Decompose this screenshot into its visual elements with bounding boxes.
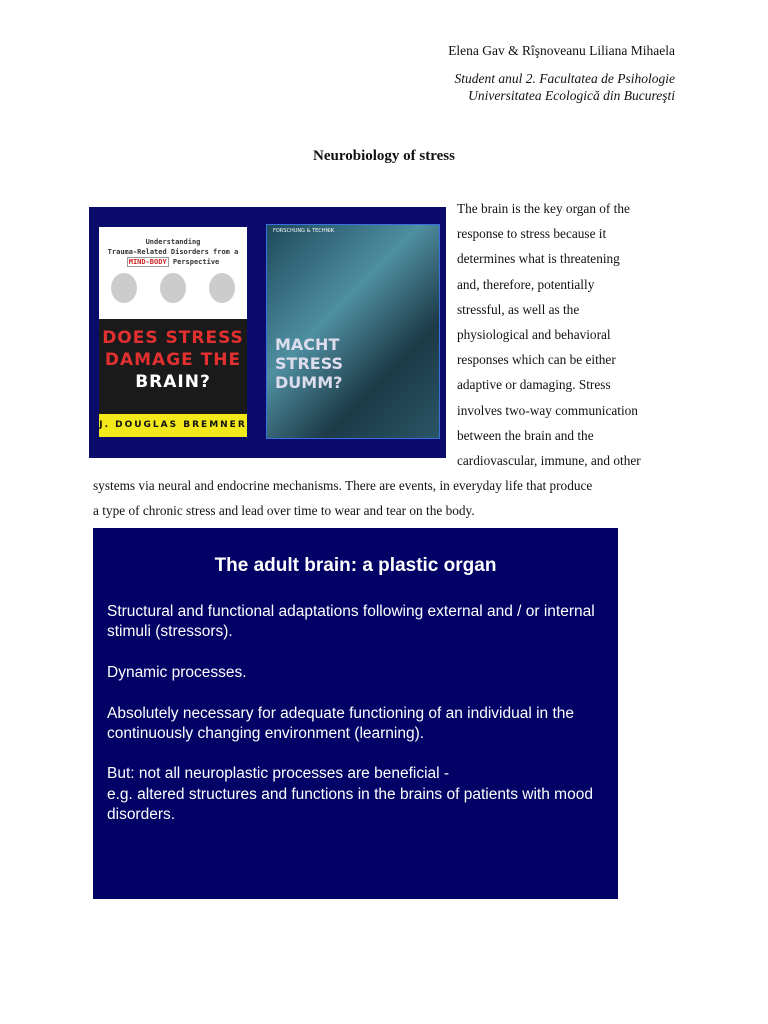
body-text-line: and, therefore, potentially xyxy=(457,276,595,292)
body-text-line: physiological and behavioral xyxy=(457,327,611,342)
book2-band: FORSCHUNG & TECHNIK xyxy=(273,228,335,234)
book1-title-red: DOES STRESS DAMAGE THE xyxy=(102,328,244,370)
document-title: Neurobiology of stress xyxy=(313,148,455,164)
book-covers-figure xyxy=(89,207,446,458)
book2-title: MACHT STRESS DUMM? xyxy=(275,335,344,392)
book1-title-white: BRAIN? xyxy=(135,372,211,392)
body-text-line: response to stress because it xyxy=(457,226,607,242)
slide-image xyxy=(93,528,618,899)
slide-point-1: Structural and functional adaptations following external and / or internal stimuli (stressors). xyxy=(107,603,595,640)
authors: Elena Gav & Rîşnoveanu Liliana Mihaela xyxy=(448,43,675,58)
body-text-line: determines what is threatening xyxy=(457,251,620,267)
body-text-line: involves two-way communication xyxy=(457,402,638,418)
body-text-line: The brain is the key organ of the xyxy=(457,201,630,216)
body-text-line: stressful, as well as the xyxy=(457,301,580,317)
body-text-line: systems via neural and endocrine mechanisms. There are events, in everyday life that produce xyxy=(93,478,593,493)
slide-point-3: Absolutely necessary for adequate functioning of an individual in the continuously changing environment (learning). xyxy=(107,705,575,742)
slide-title: The adult brain: a plastic organ xyxy=(214,555,497,576)
book1-subtitle2: Trauma-Related Disorders from a xyxy=(107,248,239,256)
affiliation-line-1: Student anul 2. Facultatea de Psihologie xyxy=(454,71,675,86)
brain-images xyxy=(99,273,247,303)
body-text-line: cardiovascular, immune, and other xyxy=(457,453,641,468)
book1-mind-body: MIND-BODY xyxy=(128,258,167,266)
book-cover-does-stress-damage-the-brain xyxy=(99,227,247,437)
magazine-cover-macht-stress-dumm xyxy=(266,224,440,439)
slide-point-2: Dynamic processes. xyxy=(107,664,247,681)
body-text-line: adaptive or damaging. Stress xyxy=(457,377,611,393)
body-text-line: responses which can be either xyxy=(457,352,616,368)
body-text-line: between the brain and the xyxy=(457,427,594,443)
book1-subtitle1: Understanding xyxy=(145,238,201,246)
slide-point-4b: e.g. altered structures and functions in the brains of patients with mood disorders. xyxy=(107,786,593,823)
book1-author: J. DOUGLAS BREMNER xyxy=(99,414,247,437)
affiliation-line-2: Universitatea Ecologică din Bucureşti xyxy=(468,88,675,103)
slide-point-4a: But: not all neuroplastic processes are beneficial - xyxy=(107,765,450,782)
book1-perspective: Perspective xyxy=(172,258,220,266)
body-text-line: a type of chronic stress and lead over time to wear and tear on the body. xyxy=(93,503,475,519)
